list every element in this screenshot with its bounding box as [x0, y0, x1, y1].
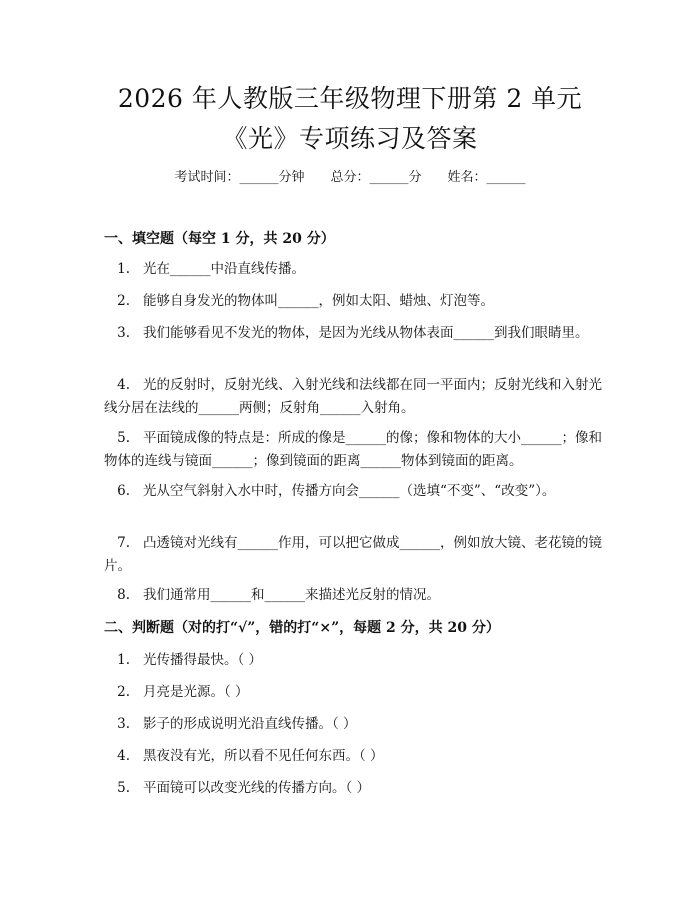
question-text: 光在______中沿直线传播。: [143, 261, 305, 277]
question-number: 7.: [117, 535, 130, 551]
question-number: 5.: [117, 430, 130, 446]
question-text: 影子的形成说明光沿直线传播。（ ）: [143, 716, 357, 732]
question-number: 5.: [117, 780, 130, 796]
question-item: [104, 322, 602, 345]
question-text: 能够自身发光的物体叫______，例如太阳、蜡烛、灯泡等。: [143, 293, 494, 309]
question-number: 3.: [117, 716, 130, 732]
question-number: 2.: [117, 293, 130, 309]
question-text: 我们能够看见不发光的物体，是因为光线从物体表面______到我们眼睛里。: [143, 325, 589, 341]
question-number: 1.: [117, 261, 130, 277]
question-item: [104, 290, 602, 313]
question-number: 4.: [117, 377, 130, 393]
document-title-line2: 《光》专项练习及答案: [222, 124, 478, 153]
question-text: 凸透镜对光线有______作用，可以把它做成______，例如放大镜、老花镜的镜片。: [104, 535, 602, 574]
question-item: [104, 649, 602, 672]
question-text: 黑夜没有光，所以看不见任何东西。（ ）: [143, 748, 384, 764]
question-item: [104, 374, 602, 420]
question-text: 我们通常用______和______来描述光反射的情况。: [143, 587, 440, 603]
exam-name: 姓名：______: [447, 170, 526, 185]
question-text: 平面镜可以改变光线的传播方向。（ ）: [143, 780, 371, 796]
question-item: [104, 681, 602, 704]
section-heading-true-false: 二、判断题（对的打“√”，错的打“×”，每题 2 分，共 20 分）: [104, 620, 500, 636]
question-item: [104, 745, 602, 768]
question-item: [104, 713, 602, 736]
section-heading-fill-in: 一、填空题（每空 1 分，共 20 分）: [104, 231, 335, 247]
question-text: 月亮是光源。（ ）: [143, 684, 249, 700]
exam-score: 总分：______分: [330, 170, 422, 185]
question-number: 2.: [117, 684, 130, 700]
question-text: 光从空气斜射入水中时，传播方向会______（选填“不变”、“改变”）。: [143, 483, 556, 499]
question-number: 3.: [117, 325, 130, 341]
document-title-line1: 2026 年人教版三年级物理下册第 2 单元: [117, 84, 583, 113]
question-number: 8.: [117, 587, 130, 603]
question-number: 6.: [117, 483, 130, 499]
question-item: [104, 258, 602, 281]
question-text: 光的反射时，反射光线、入射光线和法线都在同一平面内；反射光线和入射光线分居在法线的______两侧；反射角______入射角。: [104, 377, 602, 416]
question-number: 4.: [117, 748, 130, 764]
exam-time: 考试时间：______分钟: [174, 170, 305, 185]
exam-info: [0, 169, 700, 187]
question-item: [104, 427, 602, 473]
question-item: [104, 584, 602, 607]
question-text: 光传播得最快。（ ）: [143, 652, 263, 668]
question-item: [104, 777, 602, 800]
question-item: [104, 480, 602, 503]
question-item: [104, 532, 602, 578]
question-text: 平面镜成像的特点是：所成的像是______的像；像和物体的大小______；像和物体的连线与镜面______；像到镜面的距离______物体到镜面的距离。: [104, 430, 602, 469]
question-number: 1.: [117, 652, 130, 668]
